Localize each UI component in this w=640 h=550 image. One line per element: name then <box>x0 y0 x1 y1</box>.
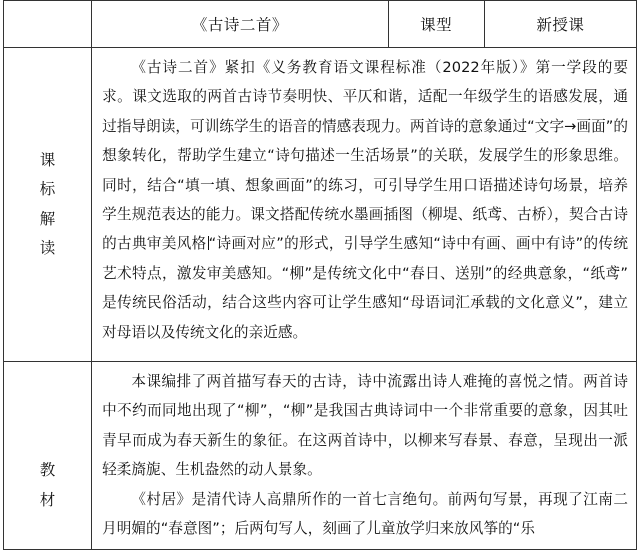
textbook-paragraph-1: 本课编排了两首描写春天的古诗，诗中流露出诗人难掩的喜悦之情。两首诗中不约而同地出现了“柳”，“柳”是我国古典诗词中一个非常重要的意象，因其吐青早而成为春天新生的象征。在这两首诗中，以柳来写春景、春意，呈现出一派轻柔旖旎、生机盎然的动人景象。 <box>102 373 628 479</box>
textbook-analysis-text <box>92 362 637 550</box>
standard-interpretation-label: 课 标 解 读 <box>4 48 92 362</box>
header-row <box>4 1 637 48</box>
textbook-analysis-row <box>4 362 637 550</box>
header-empty-cell <box>4 1 92 48</box>
lesson-type-value: 新授课 <box>484 1 636 48</box>
lesson-title: 《古诗二首》 <box>92 1 388 48</box>
standard-interpretation-row <box>4 48 637 362</box>
textbook-paragraph-2: 《村居》是清代诗人高鼎所作的一首七言绝句。前两句写景，再现了江南二月明媚的“春意图”；后两句写人，刻画了儿童放学归来放风筝的“乐 <box>102 490 628 538</box>
standard-interpretation-text <box>92 48 637 362</box>
lesson-type-label: 课型 <box>388 1 484 48</box>
lesson-plan-table <box>3 0 637 550</box>
standard-paragraph: 《古诗二首》紧扣《义务教育语文课程标准（2022年版）》第一学段的要求。课文选取的两首古诗节奏明快、平仄和谐，适配一年级学生的语感发展，通过指导朗读，可训练学生的语音的情感表现力。两首诗的意象通过“文字→画面”的想象转化，帮助学生建立“诗句描述一生活场景”的关联，发展学生的形象思维。同时，结合“填一填、想象画面”的练习，可引导学生用口语描述诗句场景，培养学生规范表达的能力。课文搭配传统水墨画插图（柳堤、纸鸢、古桥），契合古诗的古典审美风格 “诗画对应”的形式，引导学生感知“诗中有画、画中有诗”的传统艺术特点，激发审美感知。“柳”是传统文化中“春日、送别”的经典意象，“纸鸢” 是传统民俗活动，结合这些内容可让学生感知“母语词汇承载的文化意义”，建立对母语以及传统文化的亲近感。 <box>102 59 629 341</box>
textbook-analysis-label: 教 材 <box>4 362 92 550</box>
